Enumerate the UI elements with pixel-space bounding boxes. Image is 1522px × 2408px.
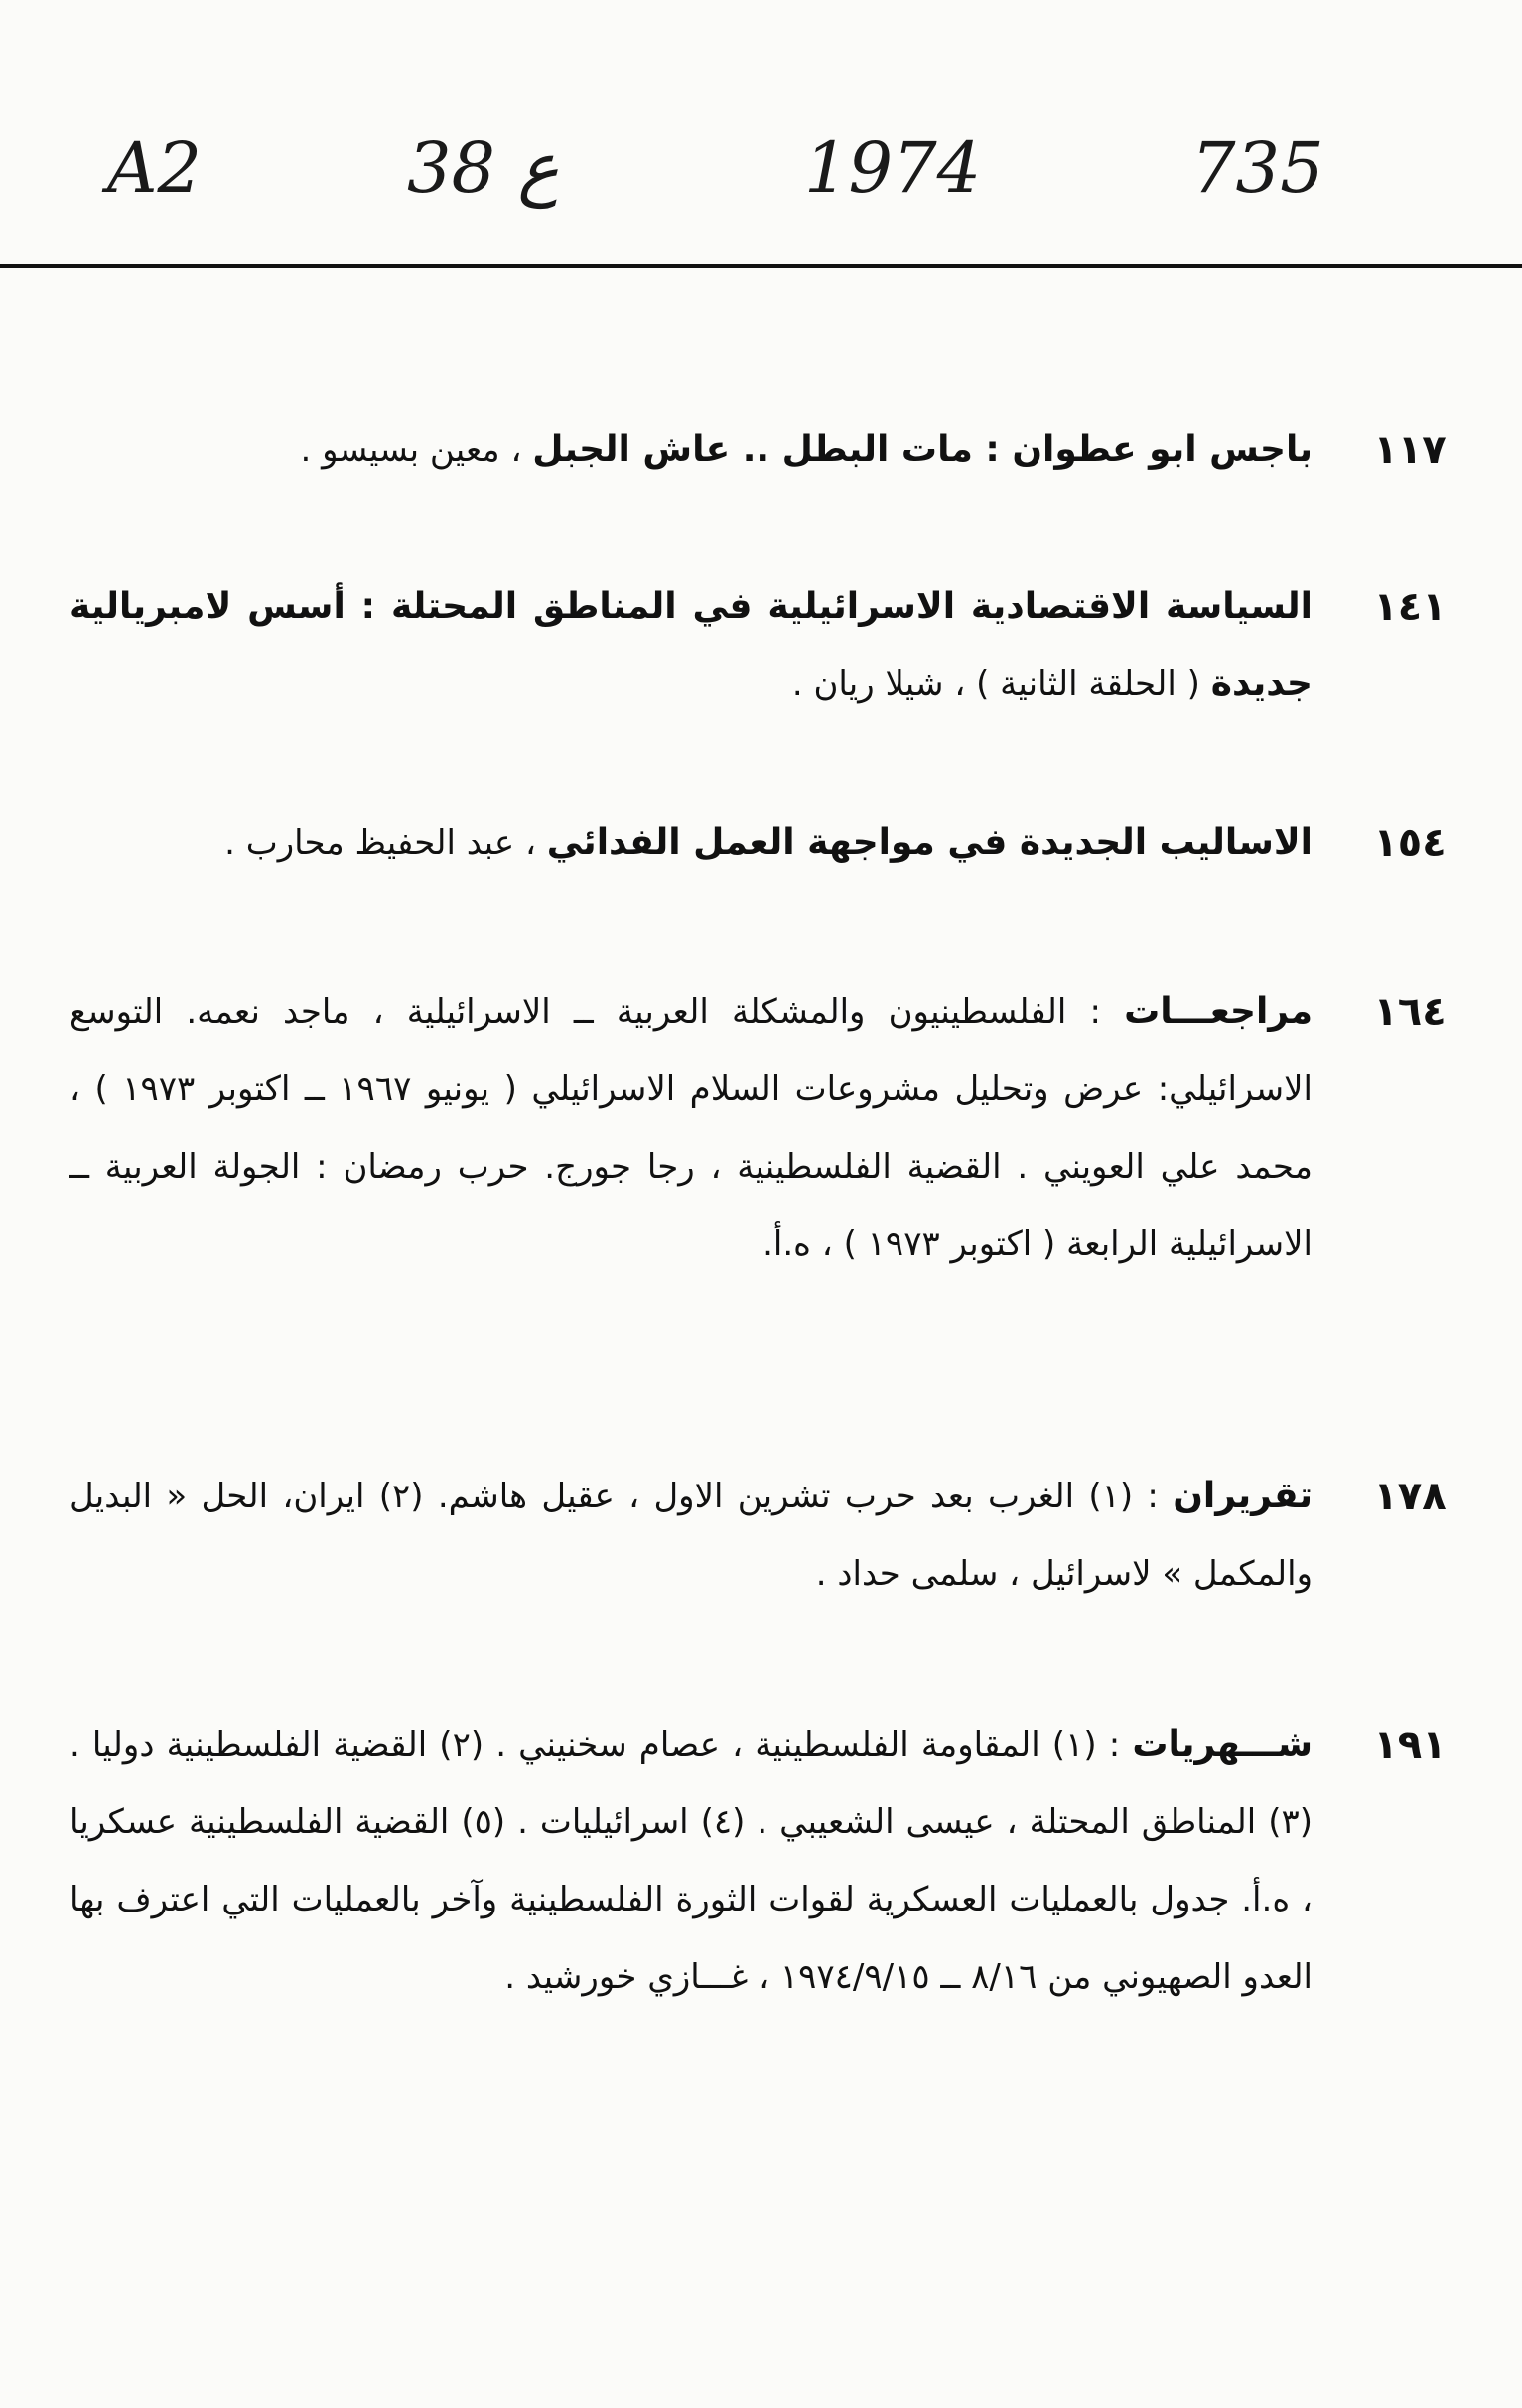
entry-details: : (١) المقاومة الفلسطينية ، عصام سخنيني . (٢) القضية الفلسطينية دوليا . (٣) المناطق المحتلة ، عيسى الشعيبي . (٤) اسرائيليات . (٥) القضية الفلسطينية عسكريا ، ه.أ. جدول بالعمليات العسكرية لقوات الثورة الفلسطينية وآخر بالعمليات التي اعترف بها العدو الصهيوني من ٨/١٦ ــ ١٩٧٤/٩/١٥ ، غـــازي خورشيد . <box>69 1725 1313 1997</box>
entry-details: : الفلسطينيون والمشكلة العربية ــ الاسرائيلية ، ماجد نعمه. التوسع الاسرائيلي: عرض وتحليل مشروعات السلام الاسرائيلي ( يونيو ١٩٦٧ ــ اكتوبر ١٩٧٣ ) ، محمد علي العويني . القضية الفلسطينية ، رجا جورج. حرب رمضان : الجولة العربية ــ الاسرائيلية الرابعة ( اكتوبر ١٩٧٣ ) ، ه.أ. <box>69 992 1313 1264</box>
page-number: ١٩١ <box>1373 1722 1447 1768</box>
entry-title: السياسة الاقتصادية الاسرائيلية في المناطق المحتلة : أسس لامبريالية جديدة <box>69 586 1313 704</box>
entry-details: : (١) الغرب بعد حرب تشرين الاول ، عقيل هاشم. (٢) ايران، الحل « البديل والمكمل » لاسرائيل ، سلمى حداد . <box>69 1477 1313 1594</box>
entry-title: تقريران <box>1173 1476 1314 1516</box>
page-number: ١٦٤ <box>1373 989 1447 1035</box>
entry-title: الاساليب الجديدة في مواجهة العمل الفدائي <box>546 822 1313 863</box>
handwritten-reference: 735 <box>1191 127 1324 209</box>
entry-details: ، عبد الحفيظ محارب . <box>224 823 547 863</box>
entry-details: ( الحلقة الثانية ) ، شيلا ريان . <box>791 664 1211 704</box>
entry-text <box>69 973 1313 1283</box>
handwritten-code: A2 <box>107 127 203 209</box>
entry-text <box>69 568 1313 723</box>
entry-title: شـــهريات <box>1132 1724 1313 1765</box>
page-number: ١١٧ <box>1373 427 1447 473</box>
entry-text <box>69 1706 1313 2016</box>
handwritten-volume: 38 ع <box>407 127 560 209</box>
entry-text <box>69 1458 1313 1613</box>
handwritten-year: 1974 <box>804 127 982 209</box>
entry-text <box>69 804 1313 882</box>
entry-title: باجس ابو عطوان : مات البطل .. عاش الجبل <box>532 429 1313 470</box>
page-number: ١٧٨ <box>1373 1474 1447 1519</box>
page-number: ١٤١ <box>1373 584 1447 630</box>
page-number: ١٥٤ <box>1373 820 1447 866</box>
entry-details: ، معين بسيسو . <box>300 430 533 470</box>
entry-text <box>69 411 1313 489</box>
entry-title: مراجعـــات <box>1124 991 1313 1032</box>
